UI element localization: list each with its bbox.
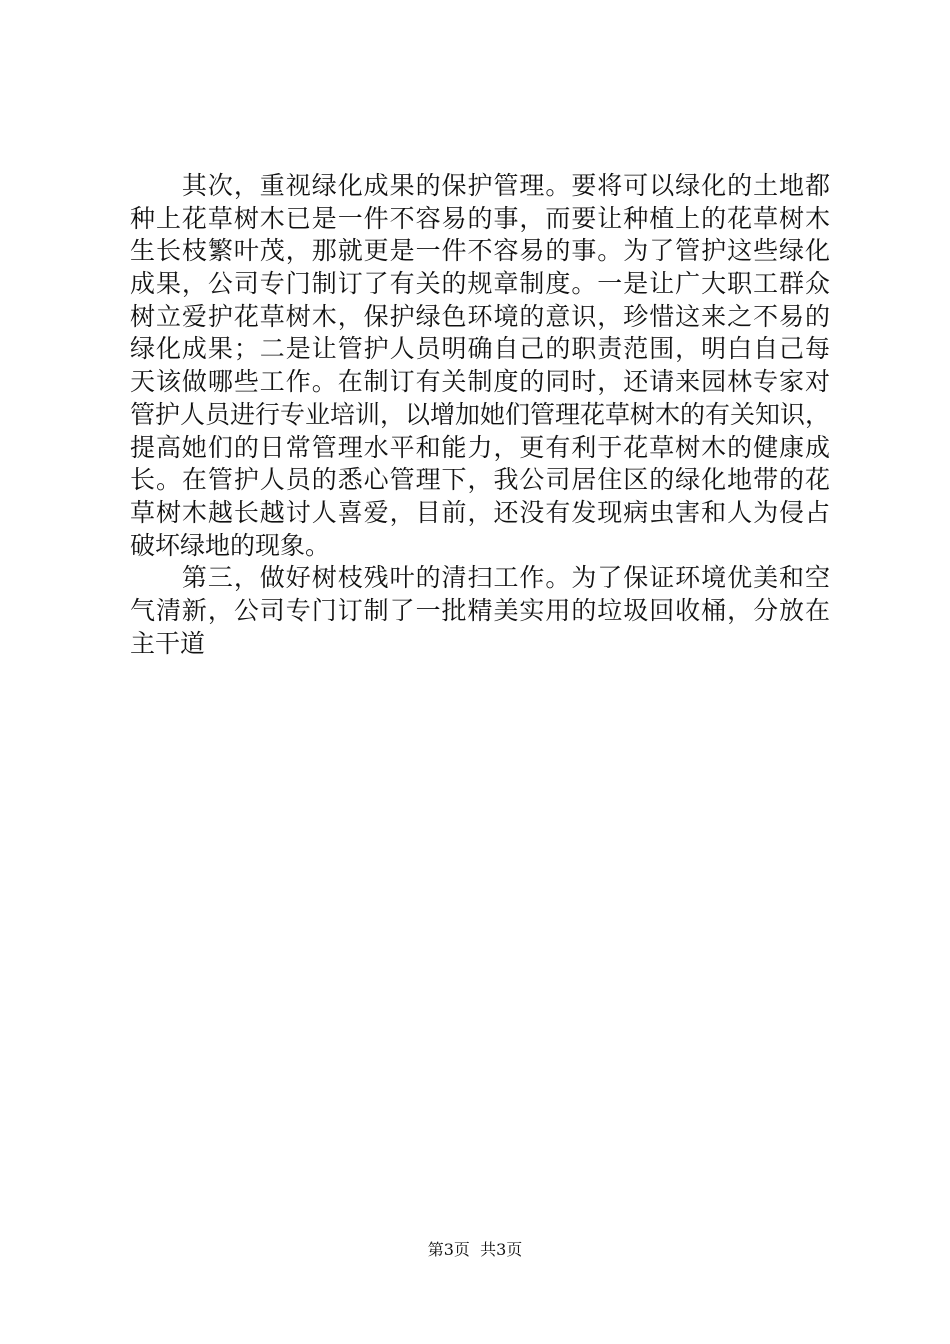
text-line: 气清新，公司专门订制了一批精美实用的垃圾回收桶，分放在 (130, 595, 830, 625)
text-line: 长。在管护人员的悉心管理下，我公司居住区的绿化地带的花 (130, 465, 830, 495)
page-footer (0, 1239, 950, 1261)
document-body (130, 170, 830, 660)
text-line: 主干道 (130, 628, 206, 658)
text-line: 草树木越长越讨人喜爱，目前，还没有发现病虫害和人为侵占 (130, 497, 830, 527)
text-line: 提高她们的日常管理水平和能力，更有利于花草树木的健康成 (130, 432, 830, 462)
text-line: 种上花草树木已是一件不容易的事，而要让种植上的花草树木 (130, 203, 830, 233)
paragraph-greening-protection (130, 170, 830, 562)
paragraph-cleaning-work (130, 562, 830, 660)
text-line: 破坏绿地的现象。 (130, 530, 331, 560)
page-number: 第3页 共3页 (427, 1240, 523, 1259)
text-line: 天该做哪些工作。在制订有关制度的同时，还请来园林专家对 (130, 367, 830, 397)
text-line: 管护人员进行专业培训，以增加她们管理花草树木的有关知识， (130, 399, 831, 429)
text-line: 其次，重视绿化成果的保护管理。要将可以绿化的土地都 (130, 171, 830, 200)
text-line: 绿化成果；二是让管护人员明确自己的职责范围，明白自己每 (130, 334, 830, 364)
text-line: 第三，做好树枝残叶的清扫工作。为了保证环境优美和空 (130, 563, 830, 593)
text-line: 树立爱护花草树木，保护绿色环境的意识，珍惜这来之不易的 (130, 301, 830, 331)
text-line: 成果，公司专门制订了有关的规章制度。一是让广大职工群众 (130, 269, 830, 299)
text-line: 生长枝繁叶茂，那就更是一件不容易的事。为了管护这些绿化 (130, 236, 830, 266)
